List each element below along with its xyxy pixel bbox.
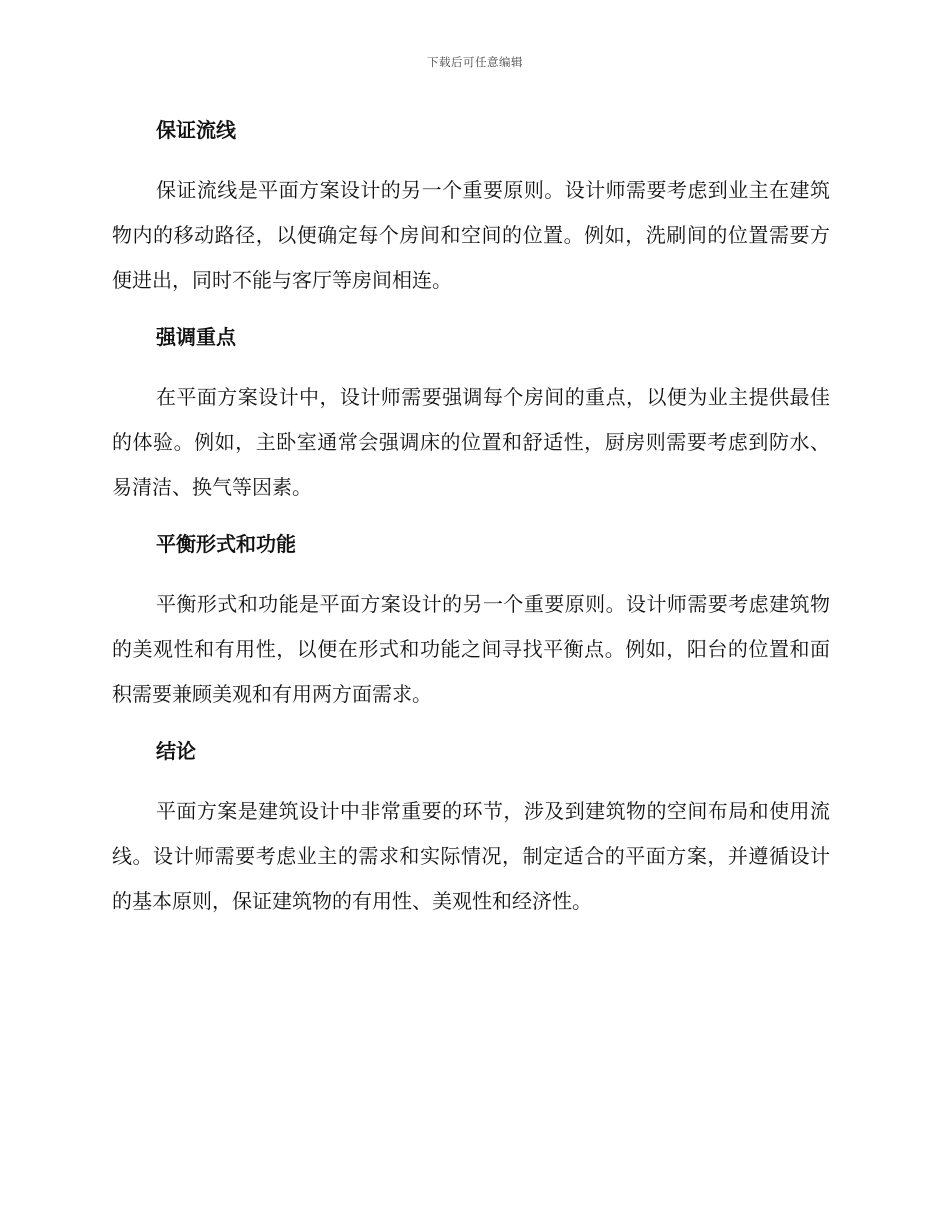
section-paragraph: 在平面方案设计中，设计师需要强调每个房间的重点，以便为业主提供最佳的体验。例如，主卧室通常会强调床的位置和舒适性，厨房则需要考虑到防水、易清洁、换气等因素。 <box>112 385 830 499</box>
section-paragraph: 平衡形式和功能是平面方案设计的另一个重要原则。设计师需要考虑建筑物的美观性和有用性，以便在形式和功能之间寻找平衡点。例如，阳台的位置和面积需要兼顾美观和有用两方面需求。 <box>112 592 830 706</box>
section-heading: 平衡形式和功能 <box>156 532 296 556</box>
section-paragraph: 保证流线是平面方案设计的另一个重要原则。设计师需要考虑到业主在建筑物内的移动路径，以便确定每个房间和空间的位置。例如，洗刷间的位置需要方便进出，同时不能与客厅等房间相连。 <box>112 178 830 292</box>
section-heading: 强调重点 <box>156 325 236 349</box>
page-header: 下载后可任意编辑 <box>427 55 523 69</box>
section-balance <box>112 528 830 717</box>
section-paragraph: 平面方案是建筑设计中非常重要的环节，涉及到建筑物的空间布局和使用流线。设计师需要考虑业主的需求和实际情况，制定适合的平面方案，并遵循设计的基本原则，保证建筑物的有用性、美观性和经济性。 <box>112 799 830 913</box>
section-heading: 保证流线 <box>156 118 236 142</box>
document-content <box>112 114 830 924</box>
section-flow <box>112 114 830 303</box>
section-heading: 结论 <box>156 739 196 763</box>
section-conclusion <box>112 735 830 924</box>
section-emphasis <box>112 321 830 510</box>
